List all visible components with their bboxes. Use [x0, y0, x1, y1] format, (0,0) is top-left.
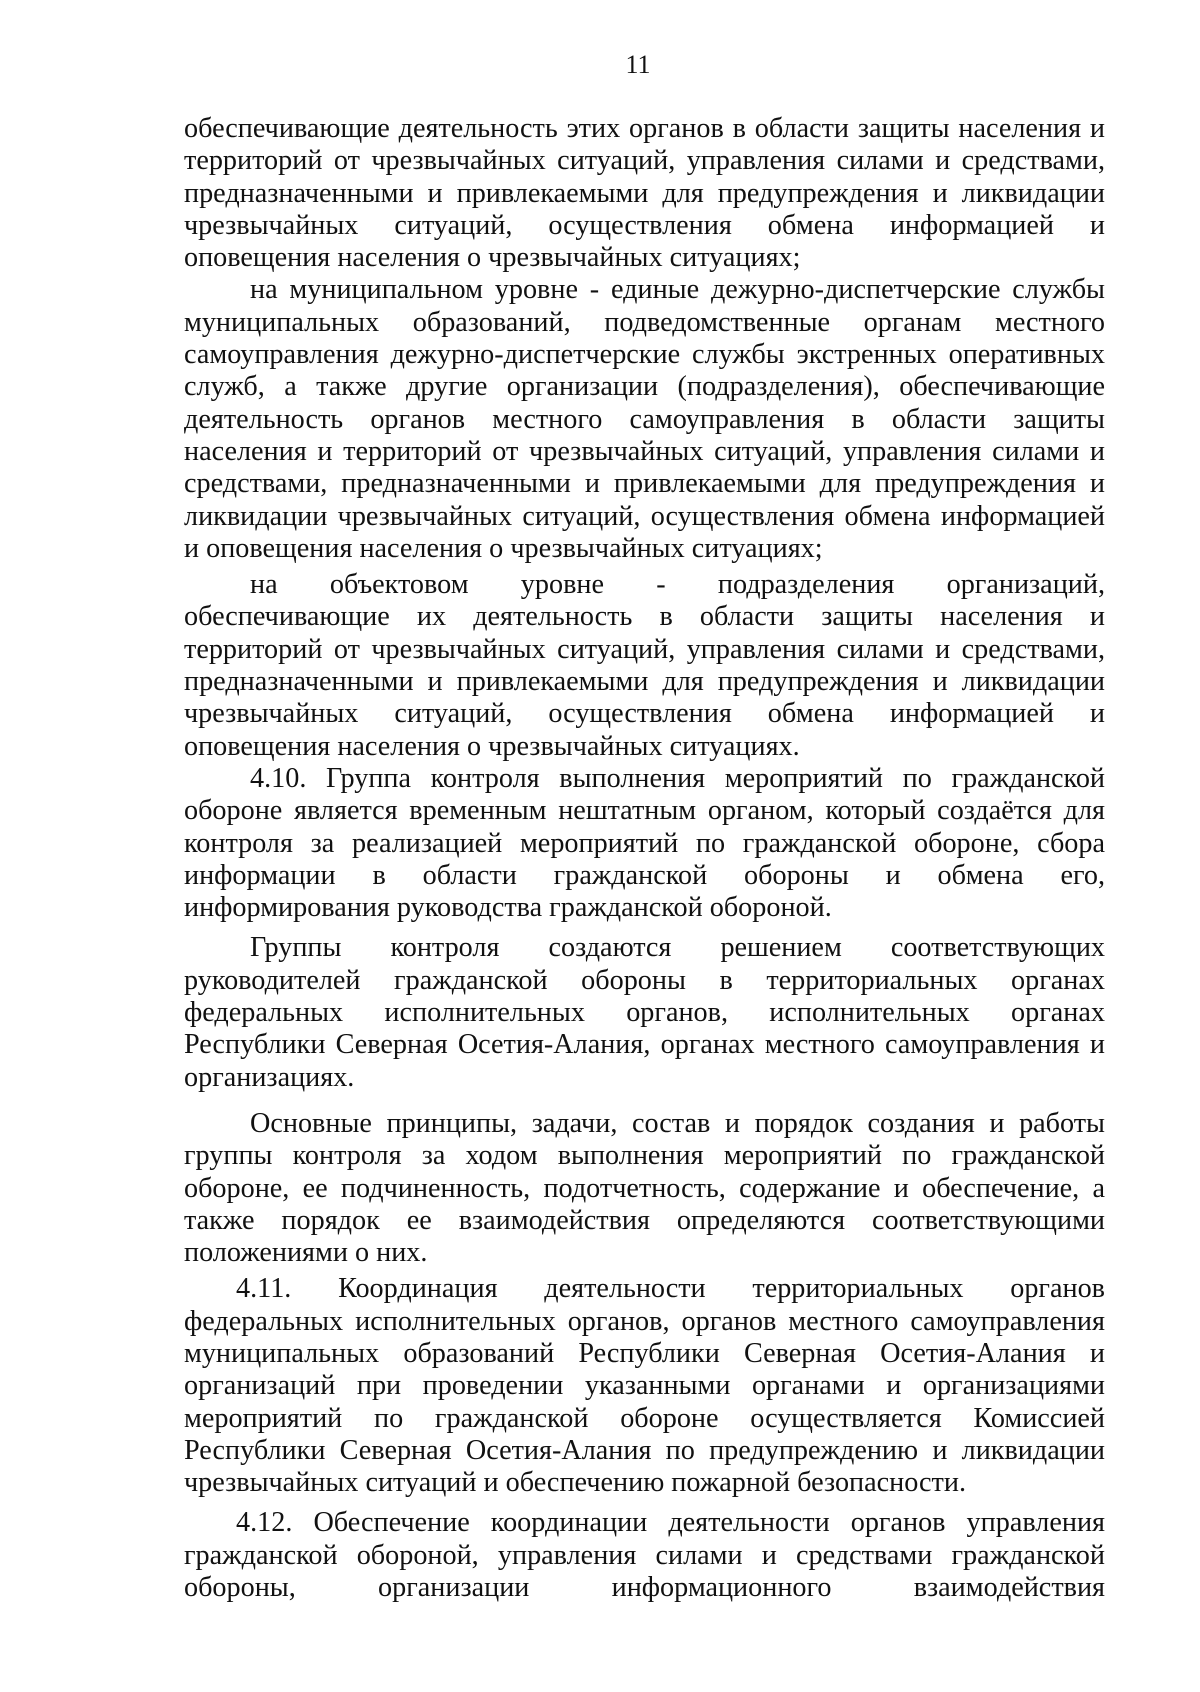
- text-line: населения и территорий от чрезвычайных ситуаций, управления силами и: [184, 435, 1105, 467]
- text-line: информирования руководства гражданской обороной.: [184, 892, 832, 924]
- text-line: на объектовом уровне - подразделения организаций,: [250, 569, 1105, 601]
- text-line: организаций при проведении указанными органами и организациями: [184, 1370, 1105, 1402]
- text-line: также порядок ее взаимодействия определяются соответствующими: [184, 1204, 1105, 1236]
- text-line: федеральных исполнительных органов, органов местного самоуправления: [184, 1305, 1105, 1337]
- paragraph: [184, 1507, 1105, 1604]
- text-line: чрезвычайных ситуаций, осуществления обмена информацией и: [184, 698, 1105, 730]
- text-line: Основные принципы, задачи, состав и порядок создания и работы: [250, 1107, 1105, 1139]
- text-line: территорий от чрезвычайных ситуаций, управления силами и средствами,: [184, 145, 1105, 177]
- text-line: федеральных исполнительных органов, исполнительных органах: [184, 997, 1105, 1029]
- text-line: мероприятий по гражданской обороне осуществляется Комиссией: [184, 1402, 1105, 1434]
- text-line: чрезвычайных ситуаций, осуществления обмена информацией и: [184, 209, 1105, 241]
- text-line: самоуправления дежурно-диспетчерские службы экстренных оперативных: [184, 339, 1105, 371]
- paragraph: [184, 1108, 1105, 1269]
- paragraph: [184, 113, 1105, 274]
- text-line: обеспечивающие их деятельность в области защиты населения и: [184, 601, 1105, 633]
- text-line: муниципальных образований Республики Северная Осетия-Алания и: [184, 1337, 1105, 1369]
- text-line: обороны, организации информационного взаимодействия: [184, 1572, 1105, 1604]
- text-line: Республики Северная Осетия-Алания, органах местного самоуправления и: [184, 1029, 1105, 1061]
- text-line: служб, а также другие организации (подразделения), обеспечивающие: [184, 371, 1105, 403]
- text-line: положениями о них.: [184, 1237, 428, 1269]
- text-line: Республики Северная Осетия-Алания по предупреждению и ликвидации: [184, 1434, 1105, 1466]
- text-line: предназначенными и привлекаемыми для предупреждения и ликвидации: [184, 666, 1105, 698]
- text-line: оповещения населения о чрезвычайных ситуациях;: [184, 242, 801, 274]
- document-body: [184, 113, 1105, 1604]
- text-line: деятельность органов местного самоуправления в области защиты: [184, 403, 1105, 435]
- text-line: ликвидации чрезвычайных ситуаций, осуществления обмена информацией: [184, 500, 1105, 532]
- text-line: предназначенными и привлекаемыми для предупреждения и ликвидации: [184, 177, 1105, 209]
- text-line: организациях.: [184, 1061, 355, 1093]
- text-line: 4.11. Координация деятельности территориальных органов: [236, 1273, 1105, 1305]
- paragraph: [184, 763, 1105, 924]
- text-line: и оповещения населения о чрезвычайных ситуациях;: [184, 532, 823, 564]
- text-line: Группы контроля создаются решением соответствующих: [250, 932, 1105, 964]
- page-number: 11: [625, 50, 651, 79]
- text-line: обороне, ее подчиненность, подотчетность, содержание и обеспечение, а: [184, 1172, 1105, 1204]
- text-line: территорий от чрезвычайных ситуаций, управления силами и средствами,: [184, 633, 1105, 665]
- paragraph: [184, 274, 1105, 565]
- text-line: на муниципальном уровне - единые дежурно-диспетчерские службы: [250, 274, 1105, 306]
- text-line: средствами, предназначенными и привлекаемыми для предупреждения и: [184, 468, 1105, 500]
- text-line: контроля за реализацией мероприятий по гражданской обороне, сбора: [184, 827, 1105, 859]
- text-line: руководителей гражданской обороны в территориальных органах: [184, 964, 1105, 996]
- text-line: группы контроля за ходом выполнения мероприятий по гражданской: [184, 1140, 1105, 1172]
- paragraph: [184, 932, 1105, 1093]
- text-line: 4.10. Группа контроля выполнения мероприятий по гражданской: [250, 762, 1105, 794]
- paragraph: [184, 1273, 1105, 1499]
- paragraph: [184, 569, 1105, 763]
- text-line: обеспечивающие деятельность этих органов в области защиты населения и: [184, 113, 1105, 144]
- text-line: гражданской обороной, управления силами и средствами гражданской: [184, 1539, 1105, 1571]
- text-line: муниципальных образований, подведомственные органам местного: [184, 306, 1105, 338]
- text-line: 4.12. Обеспечение координации деятельности органов управления: [236, 1507, 1105, 1539]
- text-line: оповещения населения о чрезвычайных ситуациях.: [184, 730, 800, 762]
- text-line: обороне является временным нештатным органом, который создаётся для: [184, 795, 1105, 827]
- text-line: чрезвычайных ситуаций и обеспечению пожарной безопасности.: [184, 1467, 966, 1499]
- text-line: информации в области гражданской обороны и обмена его,: [184, 859, 1105, 891]
